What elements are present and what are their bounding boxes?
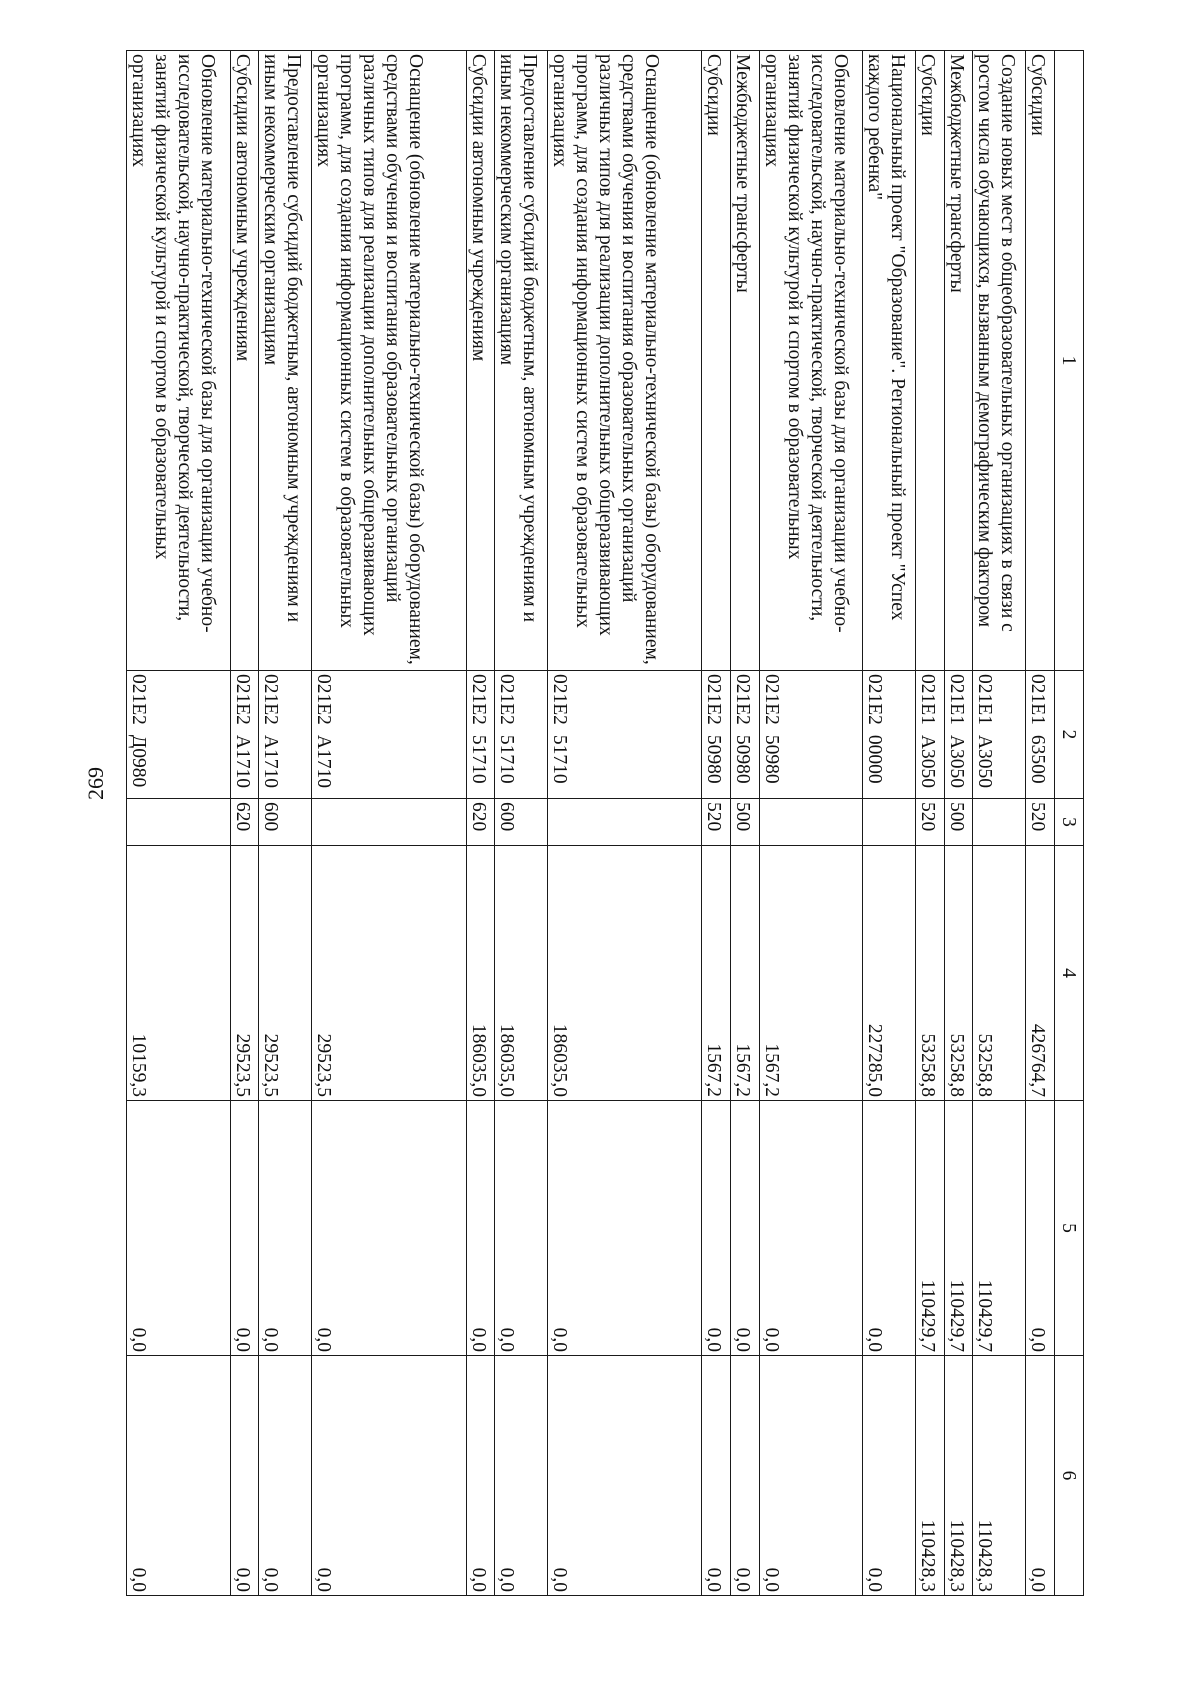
budget-table (126, 50, 1084, 1596)
row-code-program: 021E1 (1027, 674, 1049, 725)
row-name: Оснащение (обновление материально-технической базы) оборудованием, средствами обучения и воспитания образовательных организаций различных типов для реализации дополнительных общеразвивающих программ, для создания информационных систем в образовательных организациях (548, 51, 702, 671)
budget-table-sheet (126, 50, 1084, 1595)
row-code (127, 671, 231, 799)
row-code-program: 021E2 (496, 674, 518, 725)
header-col-4: 4 (1055, 846, 1084, 1101)
row-amount-col4: 29523,5 (259, 846, 312, 1101)
row-name: Межбюджетные трансферты (944, 51, 973, 671)
row-code (973, 671, 1026, 799)
table-row (759, 51, 863, 1596)
row-code-program: 021E2 (549, 674, 571, 725)
row-code (863, 671, 916, 799)
row-code-direction: A3050 (917, 734, 939, 789)
row-code-program: 021E1 (917, 674, 939, 725)
row-amount-col4: 1567,2 (702, 846, 731, 1101)
row-name: Обновление материально-технической базы для организации учебно-исследовательской, научно-практической, творческой деятельности, занятий физической культурой и спортом в образовательных организациях (127, 51, 231, 671)
row-name: Предоставление субсидий бюджетным, автономным учреждениям и иным некоммерческим организациям (259, 51, 312, 671)
row-code-program: 021E2 (313, 674, 335, 725)
header-col-1: 1 (1055, 51, 1084, 671)
row-code-program: 021E1 (974, 674, 996, 725)
row-code (731, 671, 760, 799)
table-row (863, 51, 916, 1596)
row-expense-type: 500 (731, 799, 760, 846)
row-name: Национальный проект "Образование". Региональный проект "Успех каждого ребенка" (863, 51, 916, 671)
header-row (1055, 51, 1084, 1596)
table-row (1026, 51, 1055, 1596)
header-col-5: 5 (1055, 1101, 1084, 1356)
row-code (759, 671, 863, 799)
row-amount-col4: 186035,0 (495, 846, 548, 1101)
row-name: Оснащение (обновление материально-технической базы) оборудованием, средствами обучения и воспитания образовательных организаций различных типов для реализации дополнительных общеразвивающих программ, для создания информационных систем в образовательных организациях (312, 51, 466, 671)
row-code-program: 021E2 (128, 674, 149, 725)
row-amount-col6: 0,0 (702, 1356, 731, 1596)
table-row (230, 51, 259, 1596)
row-amount-col5: 0,0 (127, 1101, 231, 1356)
row-code-direction: A3050 (945, 734, 967, 789)
row-amount-col6: 0,0 (863, 1356, 916, 1596)
row-amount-col5: 110429,7 (944, 1101, 973, 1356)
row-code-direction: 00000 (864, 734, 886, 784)
row-code (259, 671, 312, 799)
row-name: Субсидии (1026, 51, 1055, 671)
row-amount-col5: 0,0 (1026, 1101, 1055, 1356)
row-amount-col5: 0,0 (230, 1101, 259, 1356)
row-code-direction: 51710 (496, 734, 518, 784)
row-code-program: 021E2 (260, 674, 282, 725)
row-amount-col5: 0,0 (259, 1101, 312, 1356)
row-code-direction: 63500 (1027, 734, 1049, 784)
row-expense-type (759, 799, 863, 846)
header-col-3: 3 (1055, 799, 1084, 846)
row-name: Создание новых мест в общеобразовательных организациях в связи с ростом числа обучающихся, вызванным демографическим фактором (973, 51, 1026, 671)
row-amount-col6: 0,0 (312, 1356, 466, 1596)
table-body (127, 51, 1055, 1596)
row-name: Субсидии автономным учреждениям (466, 51, 495, 671)
row-code-program: 021E2 (703, 674, 725, 725)
row-code-program: 021E2 (864, 674, 886, 725)
table-row (259, 51, 312, 1596)
row-code-program: 021E2 (760, 674, 782, 725)
table-row (495, 51, 548, 1596)
row-amount-col5: 0,0 (702, 1101, 731, 1356)
row-amount-col4: 53258,8 (944, 846, 973, 1101)
row-expense-type (312, 799, 466, 846)
row-amount-col6: 110428,3 (973, 1356, 1026, 1596)
row-name: Субсидии (702, 51, 731, 671)
row-amount-col6: 0,0 (548, 1356, 702, 1596)
row-name: Субсидии (916, 51, 945, 671)
row-amount-col4: 426764,7 (1026, 846, 1055, 1101)
header-col-6: 6 (1055, 1356, 1084, 1596)
row-code-direction: 51710 (549, 734, 571, 784)
row-code (312, 671, 466, 799)
row-amount-col6: 0,0 (127, 1356, 231, 1596)
row-name: Предоставление субсидий бюджетным, автономным учреждениям и иным некоммерческим организациям (495, 51, 548, 671)
row-code (495, 671, 548, 799)
row-amount-col5: 110429,7 (973, 1101, 1026, 1356)
row-code-direction: 51710 (467, 734, 489, 784)
row-code-direction: 50980 (732, 734, 754, 784)
row-amount-col5: 0,0 (495, 1101, 548, 1356)
table-row (466, 51, 495, 1596)
row-amount-col5: 110429,7 (916, 1101, 945, 1356)
row-amount-col4: 53258,8 (916, 846, 945, 1101)
row-amount-col5: 0,0 (312, 1101, 466, 1356)
row-name: Субсидии автономным учреждениям (230, 51, 259, 671)
row-expense-type: 620 (230, 799, 259, 846)
row-code-direction: 50980 (703, 734, 725, 784)
row-name: Обновление материально-технической базы для организации учебно-исследовательской, научно-практической, творческой деятельности, занятий физической культурой и спортом в образовательных организациях (759, 51, 863, 671)
table-row (312, 51, 466, 1596)
row-code-program: 021E1 (945, 674, 967, 725)
row-amount-col6: 0,0 (731, 1356, 760, 1596)
row-amount-col6: 0,0 (466, 1356, 495, 1596)
row-amount-col4: 29523,5 (230, 846, 259, 1101)
row-amount-col4: 186035,0 (548, 846, 702, 1101)
row-code-direction: A1710 (231, 734, 253, 789)
row-code-direction: A3050 (974, 734, 996, 789)
row-code (944, 671, 973, 799)
row-code-direction: A1710 (260, 734, 282, 789)
row-amount-col6: 0,0 (495, 1356, 548, 1596)
row-expense-type (863, 799, 916, 846)
row-amount-col4: 1567,2 (759, 846, 863, 1101)
row-amount-col5: 0,0 (466, 1101, 495, 1356)
row-amount-col6: 110428,3 (944, 1356, 973, 1596)
row-expense-type: 600 (495, 799, 548, 846)
row-expense-type: 520 (1026, 799, 1055, 846)
row-amount-col6: 0,0 (230, 1356, 259, 1596)
row-code-direction: A1710 (313, 734, 335, 789)
table-row (127, 51, 231, 1596)
row-amount-col4: 53258,8 (973, 846, 1026, 1101)
row-code (1026, 671, 1055, 799)
row-amount-col4: 186035,0 (466, 846, 495, 1101)
row-expense-type: 620 (466, 799, 495, 846)
row-amount-col6: 0,0 (1026, 1356, 1055, 1596)
row-code-program: 021E2 (467, 674, 489, 725)
row-amount-col4: 10159,3 (127, 846, 231, 1101)
table-row (916, 51, 945, 1596)
table-row (548, 51, 702, 1596)
row-expense-type: 520 (916, 799, 945, 846)
row-name: Межбюджетные трансферты (731, 51, 760, 671)
row-amount-col4: 29523,5 (312, 846, 466, 1101)
table-row (702, 51, 731, 1596)
row-expense-type: 600 (259, 799, 312, 846)
row-code (702, 671, 731, 799)
row-amount-col6: 0,0 (759, 1356, 863, 1596)
table-row (944, 51, 973, 1596)
row-code (466, 671, 495, 799)
row-expense-type (973, 799, 1026, 846)
row-expense-type (548, 799, 702, 846)
row-code-program: 021E2 (732, 674, 754, 725)
row-amount-col5: 0,0 (863, 1101, 916, 1356)
row-code (916, 671, 945, 799)
row-amount-col4: 227285,0 (863, 846, 916, 1101)
table-row (973, 51, 1026, 1596)
row-amount-col6: 110428,3 (916, 1356, 945, 1596)
row-amount-col6: 0,0 (259, 1356, 312, 1596)
row-amount-col5: 0,0 (759, 1101, 863, 1356)
row-amount-col5: 0,0 (548, 1101, 702, 1356)
row-code (230, 671, 259, 799)
page-number: 269 (83, 767, 108, 800)
row-code-direction: Д0980 (128, 734, 149, 788)
header-col-2: 2 (1055, 671, 1084, 799)
row-code-program: 021E2 (231, 674, 253, 725)
row-amount-col4: 1567,2 (731, 846, 760, 1101)
row-expense-type: 520 (702, 799, 731, 846)
row-amount-col5: 0,0 (731, 1101, 760, 1356)
row-code-direction: 50980 (760, 734, 782, 784)
table-row (731, 51, 760, 1596)
row-expense-type (127, 799, 231, 846)
row-code (548, 671, 702, 799)
row-expense-type: 500 (944, 799, 973, 846)
